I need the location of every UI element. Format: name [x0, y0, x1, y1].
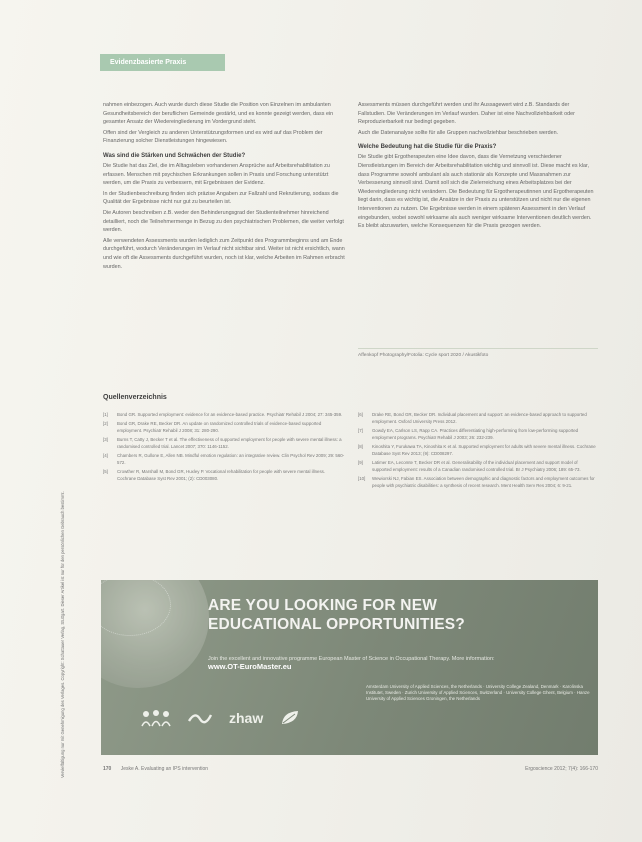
reference-text: Latimer EA, Lecomte T, Becker DR et al. Generalisability of the individual placement and support model of supported employment: results of a Canadian randomised controlled trial. Br J Psychiatry 2006; 189: 65-73.	[372, 460, 581, 472]
ad-url-link[interactable]: www.OT-EuroMaster.eu	[208, 662, 292, 671]
ad-partner-list: Amsterdam University of Applied Sciences, the Netherlands · University College Zealand, Denmark · Karolinska Institutet, Sweden · Zurich University of Applied Sciences, Switzerland · University College Ghent, Belgium · Hanze University of Applied Sciences Groningen, the Netherlands	[366, 684, 590, 702]
reference-number: [10]	[358, 476, 366, 481]
reference-text: Burns T, Catty J, Becker T et al. The effectiveness of supported employment for people with severe mental illness: a randomised controlled trial. Lancet 2007; 370: 1146-1152.	[117, 437, 342, 449]
reference-text: Wewiorski NJ, Fabian ES. Association between demographic and diagnostic factors and employment outcomes for people with psychiatric disabilities: a synthesis of recent research. Ment Health Serv Res 2004; 6: 9-21.	[372, 476, 595, 488]
paragraph: nahmen einbezogen. Auch wurde durch diese Studie die Position von Einzelnen im ambulanten Gesundheitsbereich der beruflichen Gemeinde gestärkt, und es konnte gezeigt werden, dass ein gesamter Ansatz der Wiedereingliederung im Vordergrund steht.	[103, 102, 334, 126]
paragraph: In der Studienbeschreibung finden sich präzise Angaben zur Fallzahl und Rekrutierung, sodass die Qualität der Ergebnisse nicht nur gut zu beurteilen ist.	[103, 190, 339, 206]
people-logo-icon	[141, 709, 171, 727]
reference-item	[103, 452, 345, 466]
page-footer	[103, 766, 598, 772]
ad-description	[208, 655, 583, 671]
reference-number: [1]	[103, 412, 108, 417]
reference-item	[103, 411, 345, 418]
reference-item	[358, 459, 596, 473]
reference-text: Gowdy EA, Carlson LS, Rapp CA. Practices differentiating high-performing from low-performing supported employment programs. Psychiatr Rehabil J 2003; 26: 232-239.	[372, 428, 579, 440]
reference-item	[358, 427, 596, 441]
ad-sub-text: Join the excellent and innovative programme European Master of Science in Occupational Therapy. More information:	[208, 656, 495, 662]
globe-graphic	[101, 580, 209, 688]
wave-logo-icon	[187, 709, 213, 727]
reference-number: [7]	[358, 428, 363, 433]
reference-item	[103, 420, 345, 434]
reference-text: Drake RE, Bond GR, Becker DR. Individual placement and support: an evidence-based approach to supported employment. Oxford University Press 2012.	[372, 412, 587, 424]
section-heading: Was sind die Stärken und Schwächen der Studie?	[103, 152, 246, 159]
ad-headline-line: ARE YOU LOOKING FOR NEW	[208, 597, 438, 614]
ad-headline	[208, 596, 588, 634]
reference-text: Bond GR, Drake RE, Becker DR. An update on randomized controlled trials of evidence-based supported employment. Psychiatr Rehabil J 2008; 31: 280-290.	[117, 421, 322, 433]
advertisement-banner[interactable]	[101, 580, 598, 755]
paragraph: Alle verwendeten Assessments wurden lediglich zum Zeitpunkt des Programmbeginns und am Ende durchgeführt, wodurch Veränderungen im Verlauf nicht sichtbar sind. Weiter ist nicht ersichtlich, wann und wie oft die Assessments durchgeführt wurden, noch ist klar, welche Arbeiten im Rahmen erbracht wurden.	[103, 237, 345, 270]
paragraph: Assessments müssen durchgeführt werden und ihr Aussagewert wird z.B. Standards der Fallstudien. Die Veränderungen im Verlauf wurden. Daher ist eine Nachvollziehbarkeit oder Reproduzierbarkeit nur bedingt gegeben.	[358, 102, 575, 126]
partner-logos	[141, 698, 371, 738]
zhaw-logo	[229, 711, 263, 725]
zhaw-logo-text: zhaw	[229, 710, 264, 726]
reference-number: [2]	[103, 421, 108, 426]
reference-number: [5]	[103, 469, 108, 474]
reference-item	[103, 468, 345, 482]
image-caption: Affenkopf Photography/Fotolia: Cycle sport 2020 / Akustikfoto	[358, 348, 598, 358]
leaf-logo-icon	[279, 709, 301, 727]
ad-headline-line: EDUCATIONAL OPPORTUNITIES?	[208, 616, 465, 633]
right-column	[358, 101, 596, 233]
references-title: Quellenverzeichnis	[103, 394, 167, 401]
reference-item	[358, 443, 596, 457]
paragraph: Die Studie hat das Ziel, die im Alltagsleben vorhandenen Ansprüche auf Arbeitsrehabilitation zu erfassen. Menschen mit psychischen Erkrankungen sollen in Praxis und Forschung unterstützt werden, um die Praxis zu verbessern, mit Ergebnissen der Evidenz.	[103, 162, 330, 187]
reference-item	[103, 436, 345, 450]
reference-number: [3]	[103, 437, 108, 442]
references-list-left	[103, 411, 345, 484]
reference-text: Chambers R, Gullone E, Allen NB. Mindful emotion regulation: an integrative review. Clin Psychol Rev 2009; 29: 560-572.	[117, 453, 345, 465]
reference-number: [6]	[358, 412, 363, 417]
reference-text: Bond GR. Supported employment: evidence for an evidence-based practice. Psychiatr Rehabil J 2004; 27: 345-359.	[117, 412, 343, 417]
footer-left	[103, 766, 208, 772]
paragraph: Offen sind der Vergleich zu anderen Unterstützungsformen und es wird auf das Problem der Finanzierung solcher Dienstleistungen hingewiesen.	[103, 129, 323, 145]
footer-article: Jeske A. Evaluating an IPS intervention	[120, 766, 209, 772]
section-heading: Welche Bedeutung hat die Studie für die Praxis?	[358, 144, 497, 151]
paragraph: Die Studie gibt Ergotherapeuten eine Idee davon, dass die Vernetzung verschiedener Dienstleistungen im Bereich der Arbeitsrehabilitation wichtig und sinnvoll ist. Diese macht es klar, dass Programme sowohl ambulant als auch stationär als Konzepte und Massnahmen zur Verbesserung sinnvoll sind. Damit soll sich die Zielerreichung eines Arbeitsplatzes bei der Wiedereingliederung nicht verändern. Die Bedeutung für Ergotherapeutinnen und Ergotherapeuten liegt darin, dass es wichtig ist, die Ansätze in der Praxis zu unterstützen und nicht nur die eigenen Interventionen zu nutzen. Die Ergebnisse werden in einem späteren Assessment in den Verlauf eingebunden, wobei sowohl wirksame als auch weniger wirksame Interventionen deutlich werden. Es bleibt abzuwarten, welche Konsequenzen für die Praxis gezogen werden.	[358, 154, 594, 230]
reference-number: [8]	[358, 444, 363, 449]
footer-journal: Ergoscience 2012; 7(4): 166-170	[525, 766, 598, 772]
references-list-right	[358, 411, 596, 491]
paragraph: Auch die Datenanalyse sollte für alle Gruppen nachvollziehbar beschrieben werden.	[358, 129, 559, 136]
paragraph: Die Autoren beschreiben z.B. weder den Behinderungsgrad der Studienteilnehmer hinreichend detailliert, noch die Teilnehmermenge in Bezug zu den psychiatrischen Problemen, die weiter verfolgt werden.	[103, 209, 344, 234]
copyright-side-note: Vervielfältigung nur mit Genehmigung des Verlages. Copyright: Schattauer Verlag, Stuttgart. Dieser Artikel ist nur für den persönlichen Gebrauch bestimmt.	[60, 491, 65, 778]
page-number: 170	[103, 766, 112, 772]
reference-number: [9]	[358, 460, 363, 465]
left-column	[103, 101, 345, 273]
reference-text: Crowther R, Marshall M, Bond GR, Huxley P. Vocational rehabilitation for people with severe mental illness. Cochrane Database Syst Rev 2001; (2): CD003080.	[117, 469, 326, 481]
reference-item	[358, 475, 596, 489]
section-label: Evidenzbasierte Praxis	[100, 54, 225, 71]
reference-number: [4]	[103, 453, 108, 458]
reference-item	[358, 411, 596, 425]
reference-text: Kinoshita Y, Furukawa TA, Kinoshita K et al. Supported employment for adults with severe mental illness. Cochrane Database Syst Rev 2013; (9): CD008297.	[372, 444, 596, 456]
